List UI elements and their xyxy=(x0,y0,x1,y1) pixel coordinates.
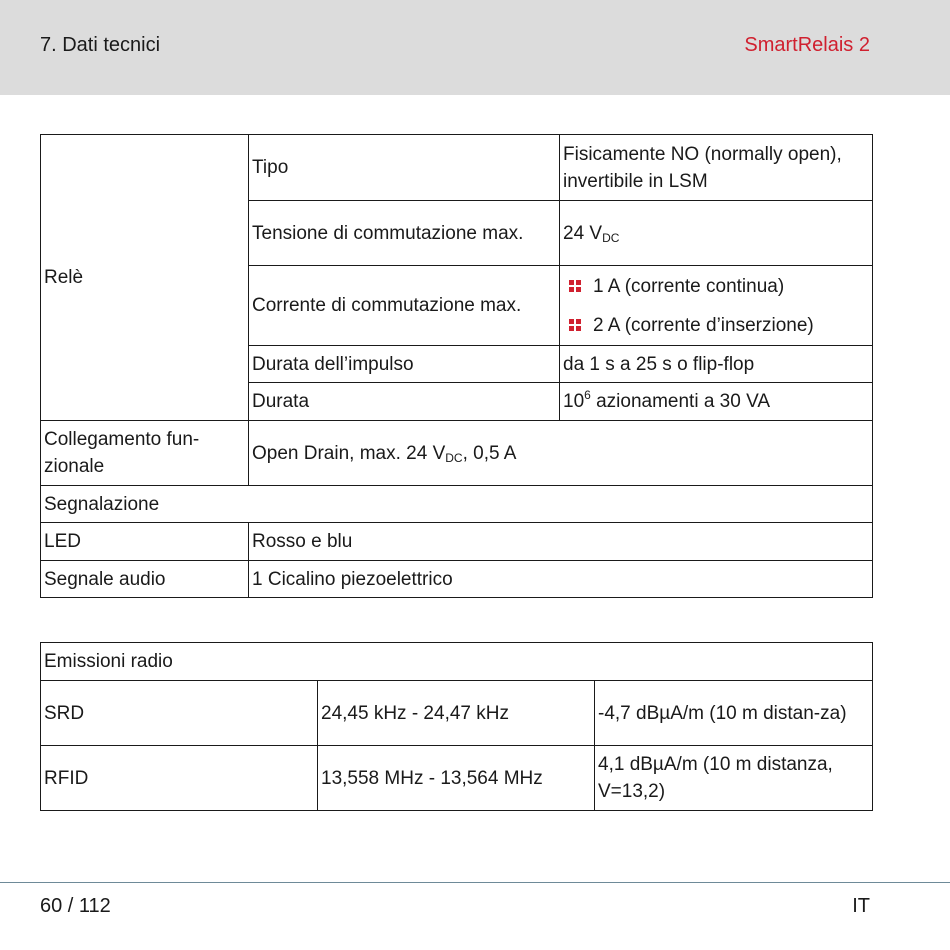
impulso-label: Durata dell’impulso xyxy=(249,346,560,383)
radio-emission: -4,7 dBµA/m (10 m distan-za) xyxy=(595,681,873,746)
language-code: IT xyxy=(852,895,870,917)
segnalazione-label: Segnalazione xyxy=(41,486,873,523)
chapter-title: 7. Dati tecnici xyxy=(40,34,161,56)
page-header xyxy=(0,0,950,95)
radio-name: RFID xyxy=(41,746,318,811)
bullet-icon xyxy=(569,280,581,292)
list-item: 2 A (corrente d’inserzione) xyxy=(563,306,869,345)
rele-label: Relè xyxy=(41,135,249,421)
footer-divider xyxy=(0,882,950,883)
audio-value: 1 Cicalino piezoelettrico xyxy=(249,561,873,598)
radio-name: SRD xyxy=(41,681,318,746)
tipo-value: Fisicamente NO (normally open), invertibile in LSM xyxy=(560,135,873,201)
led-label: LED xyxy=(41,523,249,561)
corrente-label: Corrente di commutazione max. xyxy=(249,266,560,346)
table-row xyxy=(41,746,873,811)
table-row xyxy=(41,681,873,746)
collegamento-value: Open Drain, max. 24 $V_{DC}$, 0,5 A xyxy=(249,421,873,486)
audio-label: Segnale audio xyxy=(41,561,249,598)
led-value: Rosso e blu xyxy=(249,523,873,561)
product-name: SmartRelais 2 xyxy=(744,34,870,56)
radio-frequency: 13,558 MHz - 13,564 MHz xyxy=(318,746,595,811)
page-number: 60 / 112 xyxy=(40,895,111,917)
technical-data-table xyxy=(40,134,873,598)
tensione-label: Tensione di commutazione max. xyxy=(249,201,560,266)
tensione-value: 24 $V_{DC}$ xyxy=(560,201,873,266)
corrente-list xyxy=(560,266,873,346)
durata-value: $10^6$ azionamenti a 30 VA xyxy=(560,383,873,421)
radio-emissions-table xyxy=(40,642,873,811)
list-item: 1 A (corrente continua) xyxy=(563,267,869,306)
impulso-value: da 1 s a 25 s o flip-flop xyxy=(560,346,873,383)
radio-emission: 4,1 dBµA/m (10 m distanza, V=13,2) xyxy=(595,746,873,811)
bullet-icon xyxy=(569,319,581,331)
tipo-label: Tipo xyxy=(249,135,560,201)
durata-label: Durata xyxy=(249,383,560,421)
collegamento-label: Collegamento fun-zionale xyxy=(41,421,249,486)
radio-frequency: 24,45 kHz - 24,47 kHz xyxy=(318,681,595,746)
radio-title: Emissioni radio xyxy=(41,643,873,681)
